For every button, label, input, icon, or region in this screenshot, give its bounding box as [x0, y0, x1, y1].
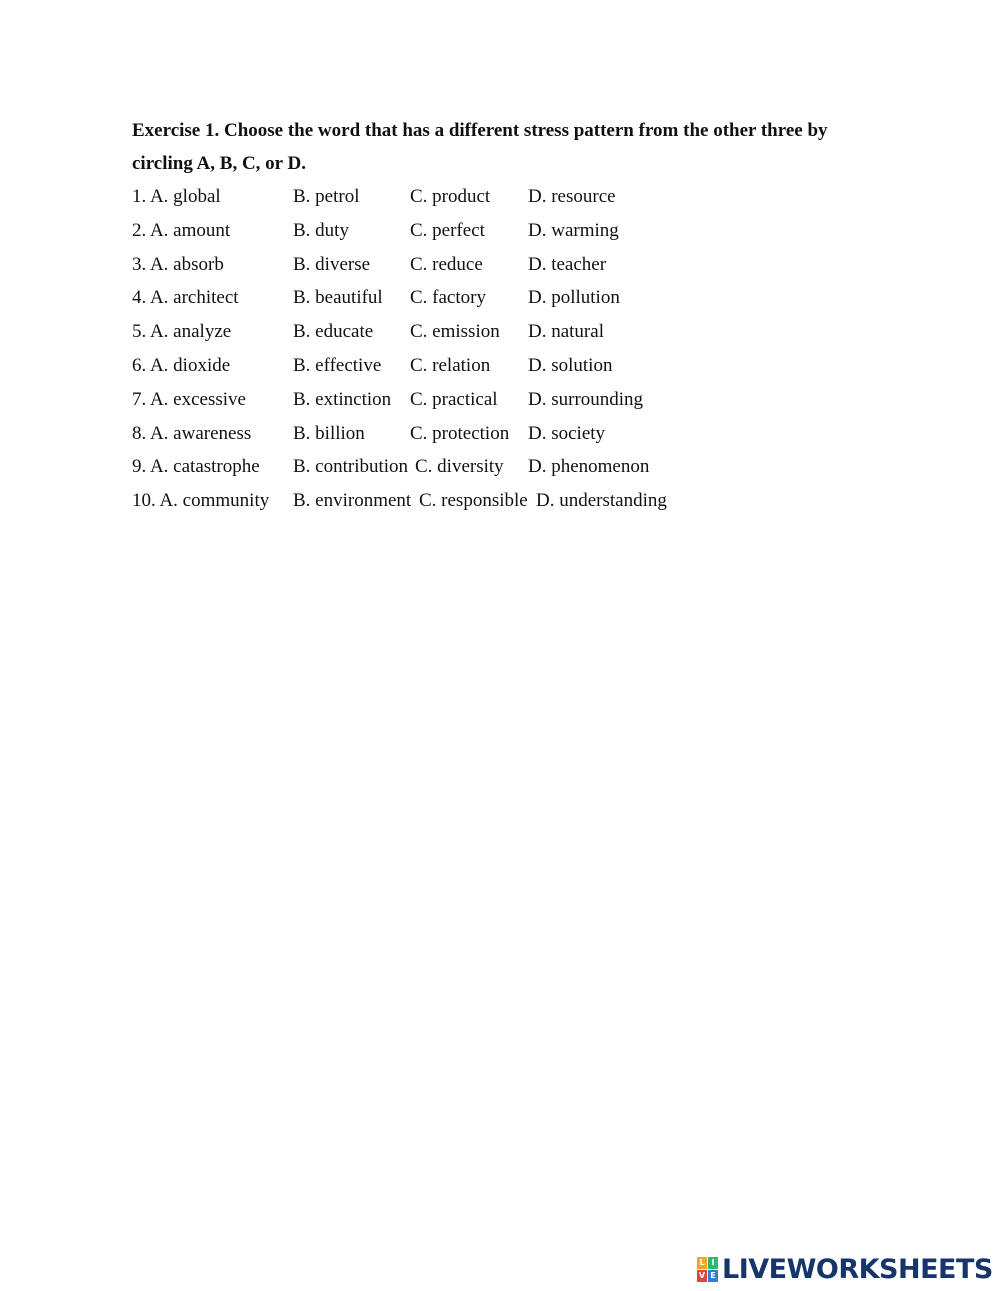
- option-b[interactable]: B. effective: [293, 354, 382, 376]
- question-row: [132, 349, 892, 383]
- logo-mark-square: I: [708, 1257, 718, 1269]
- option-b[interactable]: B. beautiful: [293, 287, 383, 309]
- question-row: [132, 281, 892, 315]
- logo-text: LIVEWORKSHEETS: [722, 1254, 993, 1285]
- logo-mark-square: E: [708, 1270, 718, 1282]
- option-a[interactable]: 3. A. absorb: [132, 253, 224, 275]
- option-a[interactable]: 1. A. global: [132, 186, 221, 207]
- question-row: [132, 180, 892, 214]
- question-row: [132, 214, 892, 248]
- option-a[interactable]: 4. A. architect: [132, 287, 239, 309]
- option-d[interactable]: D. surrounding: [528, 388, 644, 410]
- logo-mark-square: L: [697, 1257, 707, 1269]
- option-b[interactable]: B. extinction: [293, 388, 392, 410]
- option-c[interactable]: C. emission: [410, 321, 500, 343]
- option-c[interactable]: C. factory: [410, 287, 486, 309]
- option-b[interactable]: B. duty: [293, 219, 349, 241]
- option-c[interactable]: C. diversity: [415, 456, 504, 478]
- option-d[interactable]: D. teacher: [528, 253, 607, 275]
- question-row: [132, 484, 892, 518]
- option-d[interactable]: D. pollution: [528, 287, 620, 309]
- liveworksheets-logo: [697, 1255, 993, 1285]
- question-row: [132, 450, 892, 484]
- option-b[interactable]: B. educate: [293, 321, 374, 343]
- question-row: [132, 383, 892, 417]
- option-a[interactable]: 7. A. excessive: [132, 388, 246, 410]
- option-d[interactable]: D. warming: [528, 219, 619, 241]
- question-row: [132, 417, 892, 451]
- logo-mark-square: V: [698, 1271, 706, 1280]
- option-b[interactable]: B. billion: [293, 422, 365, 444]
- option-a[interactable]: 9. A. catastrophe: [132, 456, 260, 478]
- option-c[interactable]: C. protection: [410, 422, 510, 444]
- option-c[interactable]: C. reduce: [410, 253, 483, 275]
- option-a[interactable]: 10. A. community: [132, 490, 270, 512]
- option-d[interactable]: D. solution: [528, 354, 613, 376]
- option-a[interactable]: 2. A. amount: [132, 219, 231, 241]
- exercise-instruction: Exercise 1. Choose the word that has a different stress pattern from the other three by circling A, B, C, or D.: [132, 120, 828, 174]
- option-d[interactable]: D. resource: [528, 186, 616, 207]
- question-list: [132, 180, 892, 518]
- option-a[interactable]: 6. A. dioxide: [132, 354, 231, 376]
- option-b[interactable]: B. contribution: [293, 456, 409, 478]
- option-c[interactable]: C. product: [410, 186, 491, 207]
- option-d[interactable]: D. phenomenon: [528, 456, 650, 478]
- option-c[interactable]: C. responsible: [419, 490, 528, 512]
- option-c[interactable]: C. relation: [410, 354, 491, 376]
- option-b[interactable]: B. environment: [293, 490, 412, 512]
- question-row: [132, 248, 892, 282]
- question-row: [132, 315, 892, 349]
- option-b[interactable]: B. diverse: [293, 253, 371, 275]
- option-a[interactable]: 8. A. awareness: [132, 422, 252, 444]
- option-a[interactable]: 5. A. analyze: [132, 321, 232, 343]
- logo-mark-icon: [697, 1257, 719, 1283]
- option-c[interactable]: C. practical: [410, 388, 498, 410]
- option-b[interactable]: B. petrol: [293, 186, 360, 207]
- option-d[interactable]: D. natural: [528, 321, 604, 343]
- option-d[interactable]: D. understanding: [536, 490, 667, 512]
- option-d[interactable]: D. society: [528, 422, 606, 444]
- option-c[interactable]: C. perfect: [410, 219, 485, 241]
